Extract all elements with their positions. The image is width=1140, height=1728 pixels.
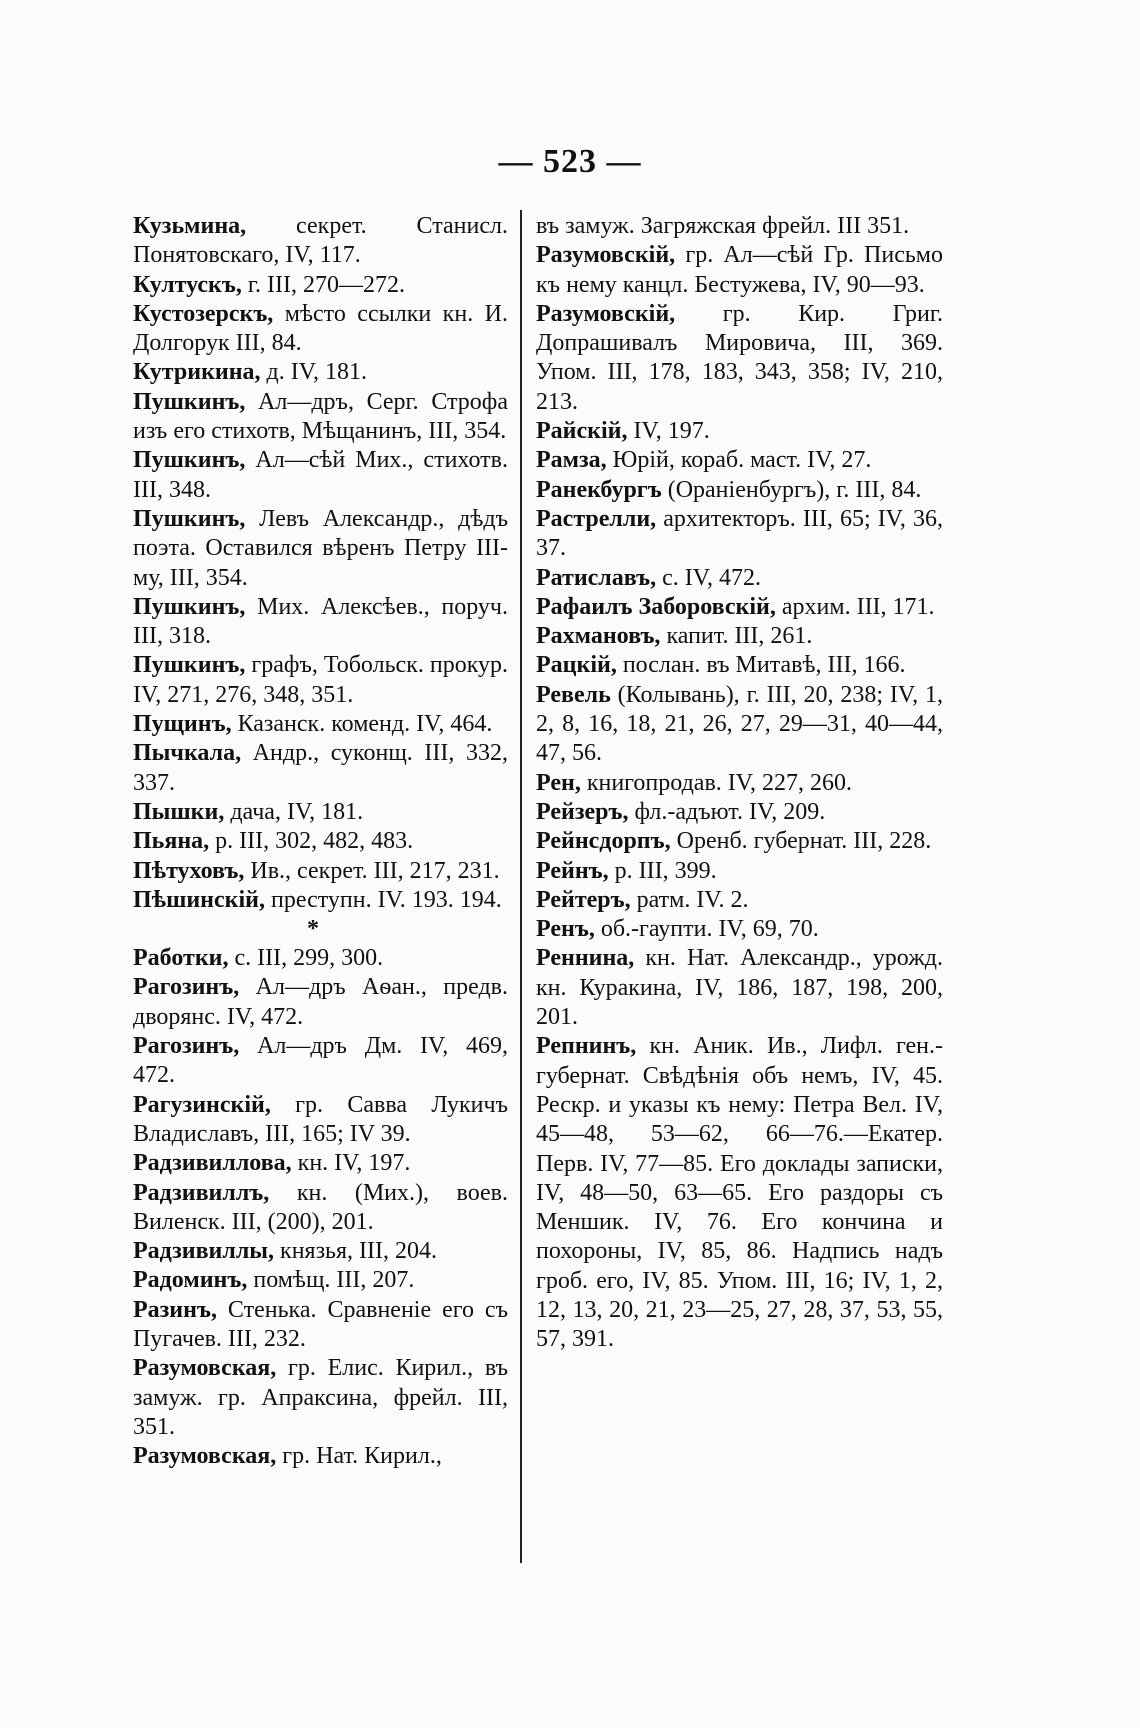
index-entry [536,827,943,856]
entry-headword: Радоминъ, [133,1267,248,1294]
index-entry [536,798,943,827]
entry-headword: Ревель [536,681,611,708]
entry-references: дача, IV, 181. [224,798,364,825]
entry-headword: Радзивиллова, [133,1150,292,1177]
entry-references: Стенька. Сравненіе его съ Пугачев. III, 232. [133,1296,508,1352]
entry-headword: Разумовская, [133,1443,277,1470]
index-entry [536,769,943,798]
entry-references: об.-гаупти. IV, 69, 70. [594,916,819,943]
page-number: — 523 — [498,143,642,180]
index-entry [133,271,508,300]
entry-headword: Кутрикина, [133,359,261,386]
entry-references: фл.-адъют. IV, 209. [628,798,826,825]
entry-references: кн. Аник. Ив., Лифл. ген.-губернат. Свѣдѣнія объ немъ, IV, 45. Рескр. и указы къ нему: Петра Вел. IV, 45—48, 53—62, 66—76.—Екатер. Перв. IV, 77—85. Его доклады записки, IV, 48—50, 63—65. Его раздоры съ Меншик. IV, 76. Его кончина и похороны, IV, 85, 86. Надпись надъ гроб. его, IV, 85. Упом. III, 16; IV, 1, 2, 12, 13, 20, 21, 23—25, 27, 28, 37, 53, 55, 57, 391. [536,1033,943,1353]
index-entry [133,739,508,798]
entry-references: гр. Нат. Кирил., [276,1443,442,1470]
entry-references: графъ, Тобольск. прокур. IV, 271, 276, 348, 351. [133,652,509,708]
index-entry [536,857,943,886]
entry-references: кн. IV, 197. [291,1150,411,1177]
index-entry [536,681,943,769]
entry-headword: Пушкинъ, [133,652,246,679]
index-entry [133,857,508,886]
index-entry [133,1091,508,1150]
entry-references: Казанск. коменд. IV, 464. [231,711,493,738]
entry-references: (Колывань), г. III, 20, 238; IV, 1, 2, 8, 16, 18, 21, 26, 27, 29—31, 40—44, 47, 56. [536,681,943,767]
left-column [133,212,508,1471]
index-entry [133,505,508,593]
index-entry [133,1032,508,1091]
index-entry [133,1266,508,1295]
entry-headword: Пьяна, [133,828,210,855]
entry-headword: Реннина, [536,945,635,972]
entry-references: с. IV, 472. [656,564,762,591]
entry-headword: Кузьмина, [133,213,247,239]
entry-references: Юрій, кораб. маст. IV, 27. [606,447,872,474]
entry-headword: Рейтеръ, [536,886,631,913]
index-entry [133,886,508,915]
entry-references: послан. въ Митавѣ, III, 166. [616,652,906,679]
index-entry [536,446,943,475]
entry-references: секрет. Станисл. Понятовскаго, IV, 117. [133,213,508,269]
section-separator: * [307,916,319,943]
entry-references: Ал—дръ, Серг. Строфа изъ его стихотв, Мѣщанинъ, III, 354. [133,388,508,445]
entry-references: Андр., суконщ. III, 332, 337. [133,740,508,796]
entry-references: архитекторъ. III, 65; IV, 36, 37. [536,505,943,562]
entry-references: гр. Кир. Григ. Допрашивалъ Мировича, III, 369. Упом. III, 178, 183, 343, 358; IV, 210, 213. [536,300,943,415]
entry-headword: Ратиславъ, [536,564,657,591]
entry-headword: Рен, [536,769,581,796]
entry-headword: Работки, [133,945,229,972]
entry-headword: Разумовская, [133,1355,277,1382]
entry-references: преступн. IV. 193. 194. [264,886,502,913]
index-entry [133,973,508,1032]
entry-headword: Разинъ, [133,1296,217,1323]
index-entry [536,212,943,241]
entry-headword: Пушкинъ, [133,447,246,474]
index-entry [536,944,943,1032]
entry-headword: Пышки, [133,798,225,825]
entry-references: Ал—дръ Аѳан., предв. дворянс. IV, 472. [133,974,508,1030]
index-entry [536,593,943,622]
entry-references: Оренб. губернат. III, 228. [670,828,932,855]
entry-references: въ замуж. Загряжская фрейл. III 351. [536,213,910,239]
entry-references: гр. Савва Лукичъ Владиславъ, III, 165; IV 39. [133,1091,508,1147]
entry-headword: Рейнъ, [536,857,609,884]
index-entry [133,593,508,652]
entry-headword: Пѣшинскій, [133,886,265,913]
index-entry [133,1149,508,1178]
entry-headword: Култускъ, [133,271,242,298]
index-entry [536,886,943,915]
entry-references: Ал—дръ Дм. IV, 469, 472. [133,1033,508,1089]
index-entry [536,651,943,680]
entry-references: кн. Нат. Александр., урожд. кн. Куракина, IV, 186, 187, 198, 200, 201. [536,945,943,1031]
entry-headword: Пушкинъ, [133,388,246,415]
right-column [536,212,943,1355]
index-entry [536,622,943,651]
entry-headword: Рагузинскій, [133,1091,271,1118]
entry-headword: Кустозерскъ, [133,300,274,327]
index-entry [133,1354,508,1442]
entry-headword: Рацкій, [536,652,617,679]
entry-headword: Райскій, [536,418,628,445]
entry-references: ратм. IV. 2. [630,886,749,913]
entry-headword: Рамза, [536,447,607,474]
index-entry [133,651,508,710]
entry-references: р. III, 302, 482, 483. [209,828,414,855]
entry-headword: Репнинъ, [536,1033,637,1060]
entry-headword: Рагозинъ, [133,1033,240,1060]
index-entry [536,417,943,446]
entry-references: помѣщ. III, 207. [247,1267,415,1294]
index-entry [133,212,508,271]
entry-references: гр. Елис. Кирил., въ замуж. гр. Апраксина, фрейл. III, 351. [133,1355,508,1440]
entry-headword: Ранекбургъ [536,476,662,503]
entry-references: Ив., секрет. III, 217, 231. [244,857,500,884]
index-entry [536,300,943,417]
index-entry [536,915,943,944]
entry-references: Левъ Александр., дѣдъ поэта. Оставился вѣренъ Петру III-му, III, 354. [133,505,508,591]
entry-references: мѣсто ссылки кн. И. Долгорук III, 84. [133,300,508,357]
entry-headword: Радзивиллы, [133,1238,275,1265]
entry-headword: Пѣтуховъ, [133,857,245,884]
entry-headword: Разумовскій, [536,242,676,269]
index-entry [536,476,943,505]
index-entry [133,1237,508,1266]
entry-references: книгопродав. IV, 227, 260. [580,769,852,796]
index-entry [133,710,508,739]
index-entry [133,1442,508,1471]
entry-references: Ал—сѣй Мих., стихотв. III, 348. [133,447,508,503]
index-entry [133,798,508,827]
entry-headword: Разумовскій, [536,300,676,327]
entry-references: кн. (Мих.), воев. Виленск. III, (200), 201. [133,1179,508,1235]
index-entry [536,564,943,593]
entry-references: г. III, 270—272. [241,271,406,298]
index-entry [133,1296,508,1355]
index-entry [133,1179,508,1238]
entry-references: (Ораніенбургъ), г. III, 84. [661,476,922,503]
entry-references: р. III, 399. [608,857,717,884]
entry-headword: Рафаилъ Заборовскій, [536,593,776,620]
entry-headword: Пушкинъ, [133,593,246,620]
entry-references: д. IV, 181. [260,359,367,386]
entry-headword: Рейзеръ, [536,798,629,825]
entry-headword: Ренъ, [536,916,595,943]
entry-headword: Растрелли, [536,505,657,532]
entry-references: Мих. Алексѣев., поруч. III, 318. [133,593,508,650]
entry-references: с. III, 299, 300. [228,945,384,972]
index-entry [133,446,508,505]
column-divider [520,210,522,1563]
entry-references: гр. Ал—сѣй Гр. Письмо къ нему канцл. Бестужева, IV, 90—93. [536,242,943,298]
index-entry [133,827,508,856]
entry-headword: Радзивиллъ, [133,1179,270,1206]
entry-headword: Пычкала, [133,740,242,767]
index-entry [133,300,508,359]
entry-references: капит. III, 261. [660,623,813,650]
index-entry [536,505,943,564]
entry-headword: Рагозинъ, [133,974,240,1001]
entry-headword: Рахмановъ, [536,623,661,650]
entry-references: IV, 197. [627,418,710,445]
entry-references: архим. III, 171. [775,593,935,620]
entry-references: князья, III, 204. [274,1238,438,1265]
index-entry [536,1032,943,1354]
entry-headword: Пушкинъ, [133,505,246,532]
index-entry [133,388,508,447]
index-entry [536,241,943,300]
entry-headword: Рейнсдорпъ, [536,828,671,855]
entry-headword: Пущинъ, [133,711,232,738]
index-entry [133,358,508,387]
index-entry [133,944,508,973]
